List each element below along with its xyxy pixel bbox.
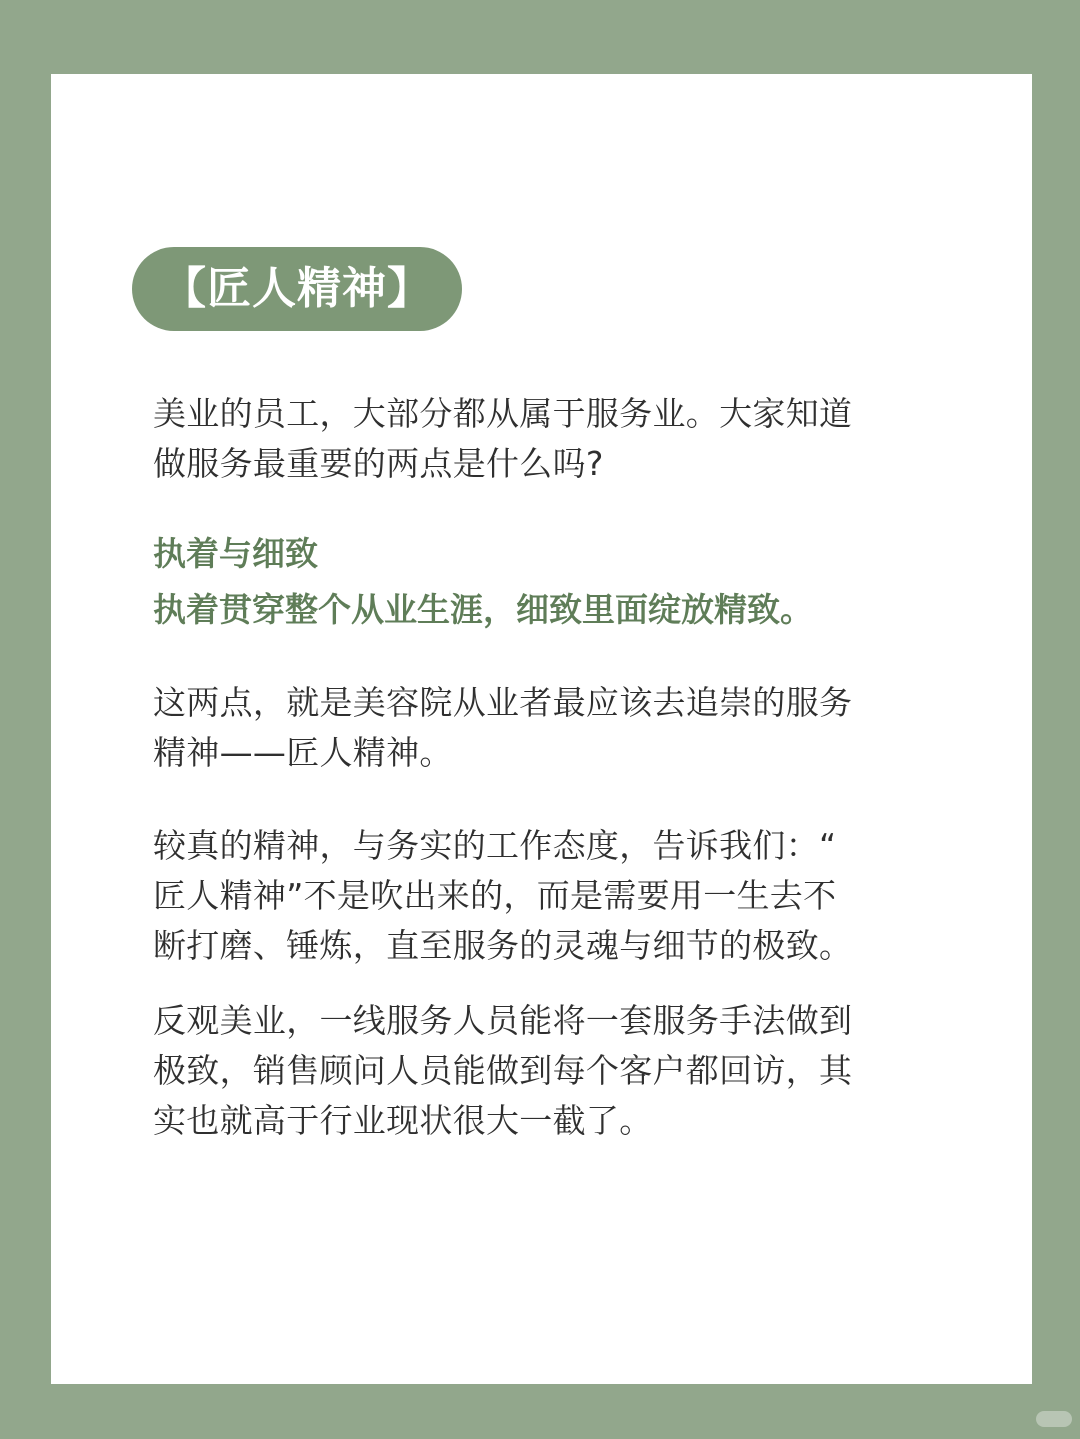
text-line: 匠人精神”不是吹出来的，而是需要用一生去不 (153, 876, 837, 915)
text-line: 较真的精神，与务实的工作态度，告诉我们：“ (153, 826, 837, 865)
text-line: 反观美业，一线服务人员能将一套服务手法做到 (153, 1001, 853, 1040)
spirit-paragraph (153, 678, 898, 778)
watermark-logo (1036, 1411, 1072, 1427)
text-line: 断打磨、锤炼，直至服务的灵魂与细节的极致。 (153, 926, 853, 965)
attitude-paragraph (153, 821, 898, 971)
industry-paragraph (153, 996, 898, 1146)
text-line: 极致，销售顾问人员能做到每个客户都回访，其 (153, 1051, 853, 1090)
text-line: 实也就高于行业现状很大一截了。 (153, 1101, 653, 1140)
highlight-line: 执着贯穿整个从业生涯，细致里面绽放精致。 (153, 590, 813, 629)
text-line: 这两点，就是美容院从业者最应该去追崇的服务 (153, 683, 853, 722)
text-line: 做服务最重要的两点是什么吗? (153, 444, 604, 483)
section-title-badge: 【匠人精神】 (132, 247, 462, 331)
highlight-line: 执着与细致 (153, 534, 318, 573)
intro-paragraph (153, 389, 898, 489)
text-line: 精神——匠人精神。 (153, 733, 453, 772)
highlight-paragraph (153, 526, 898, 638)
text-line: 美业的员工，大部分都从属于服务业。大家知道 (153, 394, 853, 433)
content-card (51, 74, 1032, 1384)
article-body (153, 389, 898, 1146)
